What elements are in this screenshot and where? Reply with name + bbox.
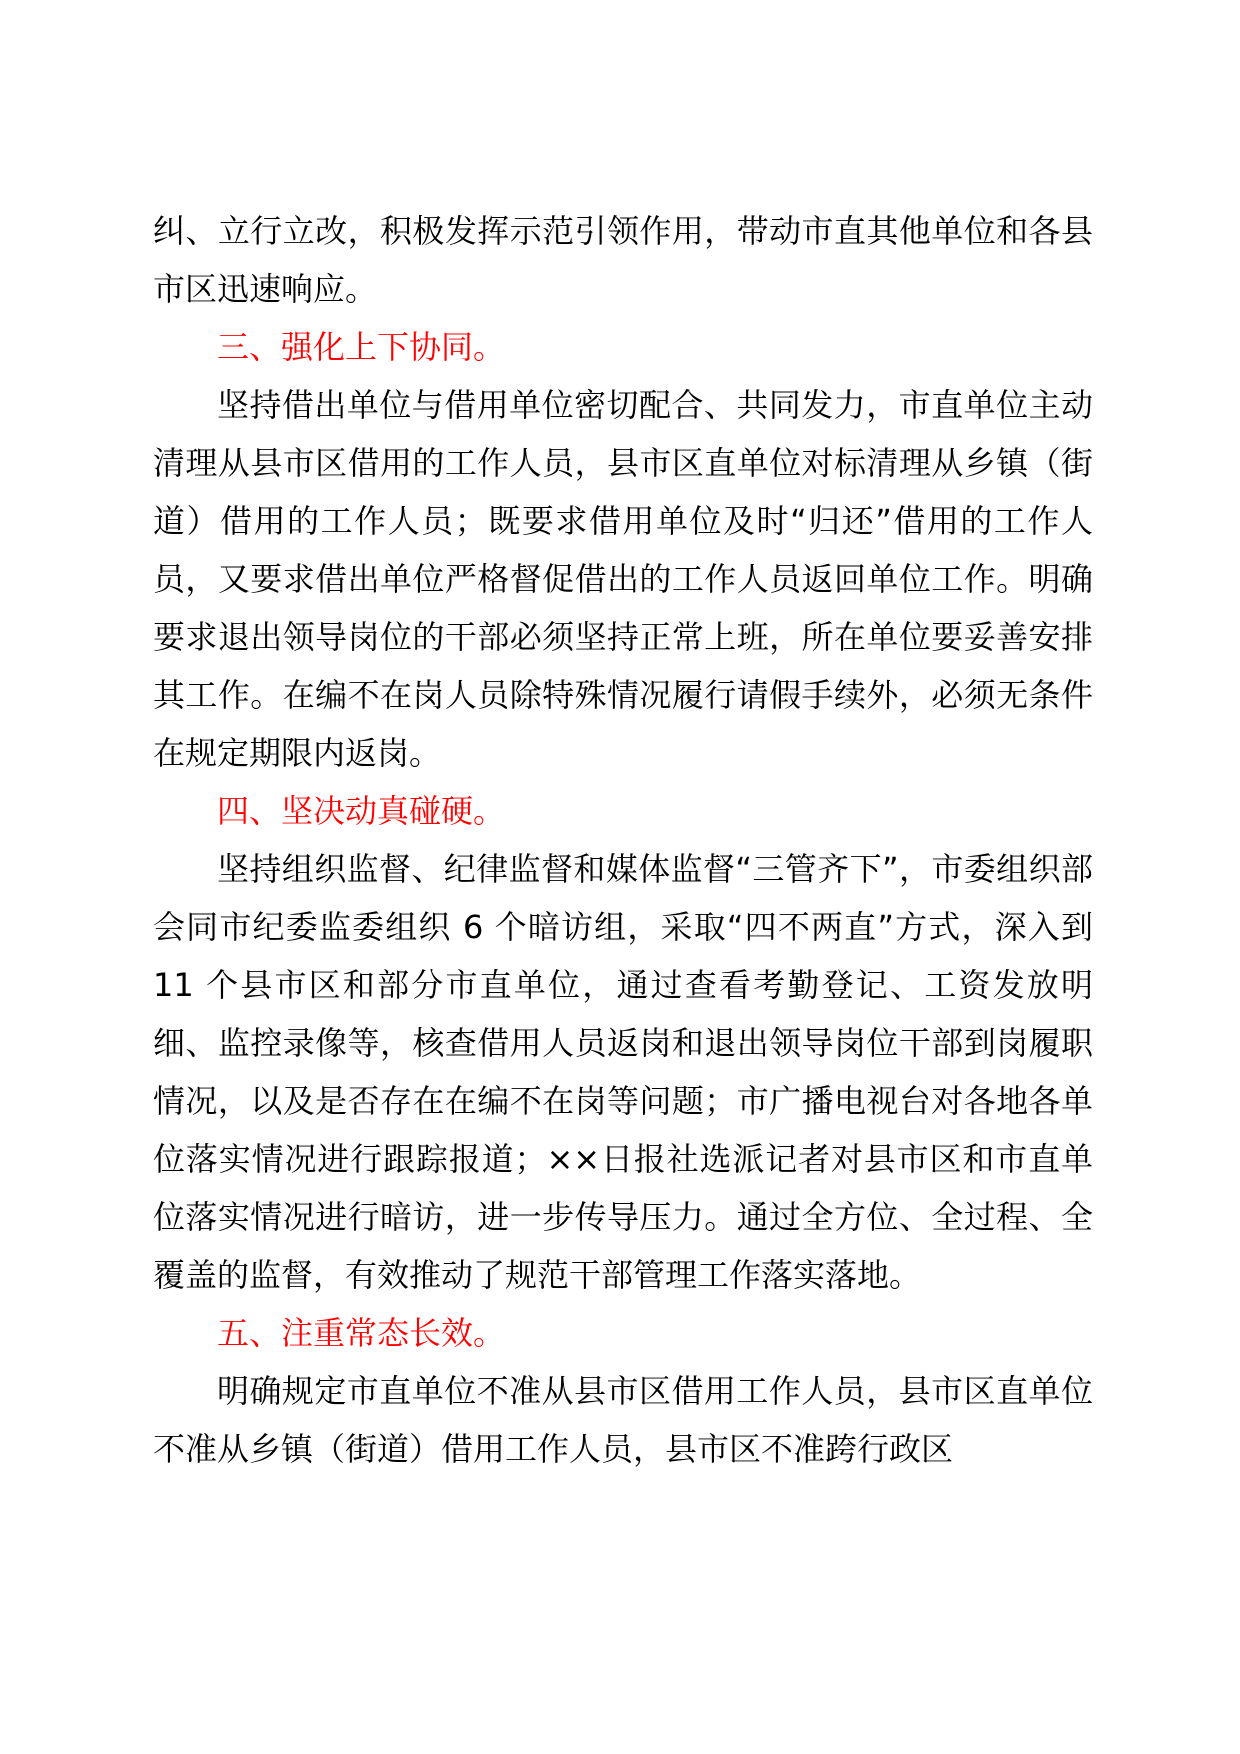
paragraph-section-5: 明确规定市直单位不准从县市区借用工作人员，县市区直单位不准从乡镇（街道）借用工作人员，县市区不准跨行政区 <box>153 1372 1093 1468</box>
paragraph-section-3: 坚持借出单位与借用单位密切配合、共同发力，市直单位主动清理从县市区借用的工作人员，县市区直单位对标清理从乡镇（街道）借用的工作人员；既要求借用单位及时“归还”借用的工作人员，又要求借出单位严格督促借出的工作人员返回单位工作。明确要求退出领导岗位的干部必须坚持正常上班，所在单位要妥善安排其工作。在编不在岗人员除特殊情况履行请假手续外，必须无条件在规定期限内返岗。 <box>153 386 1093 772</box>
paragraph-continuation: 纠、立行立改，积极发挥示范引领作用，带动市直其他单位和各县市区迅速响应。 <box>153 212 1093 308</box>
section-heading-3: 三、强化上下协同。 <box>217 328 506 366</box>
section-heading-4: 四、坚决动真碰硬。 <box>217 792 506 830</box>
document-body <box>153 202 1093 1478</box>
paragraph-section-4: 坚持组织监督、纪律监督和媒体监督“三管齐下”，市委组织部会同市纪委监委组织 6 个暗访组，采取“四不两直”方式，深入到 11 个县市区和部分市直单位，通过查看考勤登记、工资发放明细、监控录像等，核查借用人员返岗和退出领导岗位干部到岗履职情况，以及是否存在在编不在岗等问题；市广播电视台对各地各单位落实情况进行跟踪报道；××日报社选派记者对县市区和市直单位落实情况进行暗访，进一步传导压力。通过全方位、全过程、全覆盖的监督，有效推动了规范干部管理工作落实落地。 <box>153 850 1093 1294</box>
section-heading-5: 五、注重常态长效。 <box>217 1314 506 1352</box>
